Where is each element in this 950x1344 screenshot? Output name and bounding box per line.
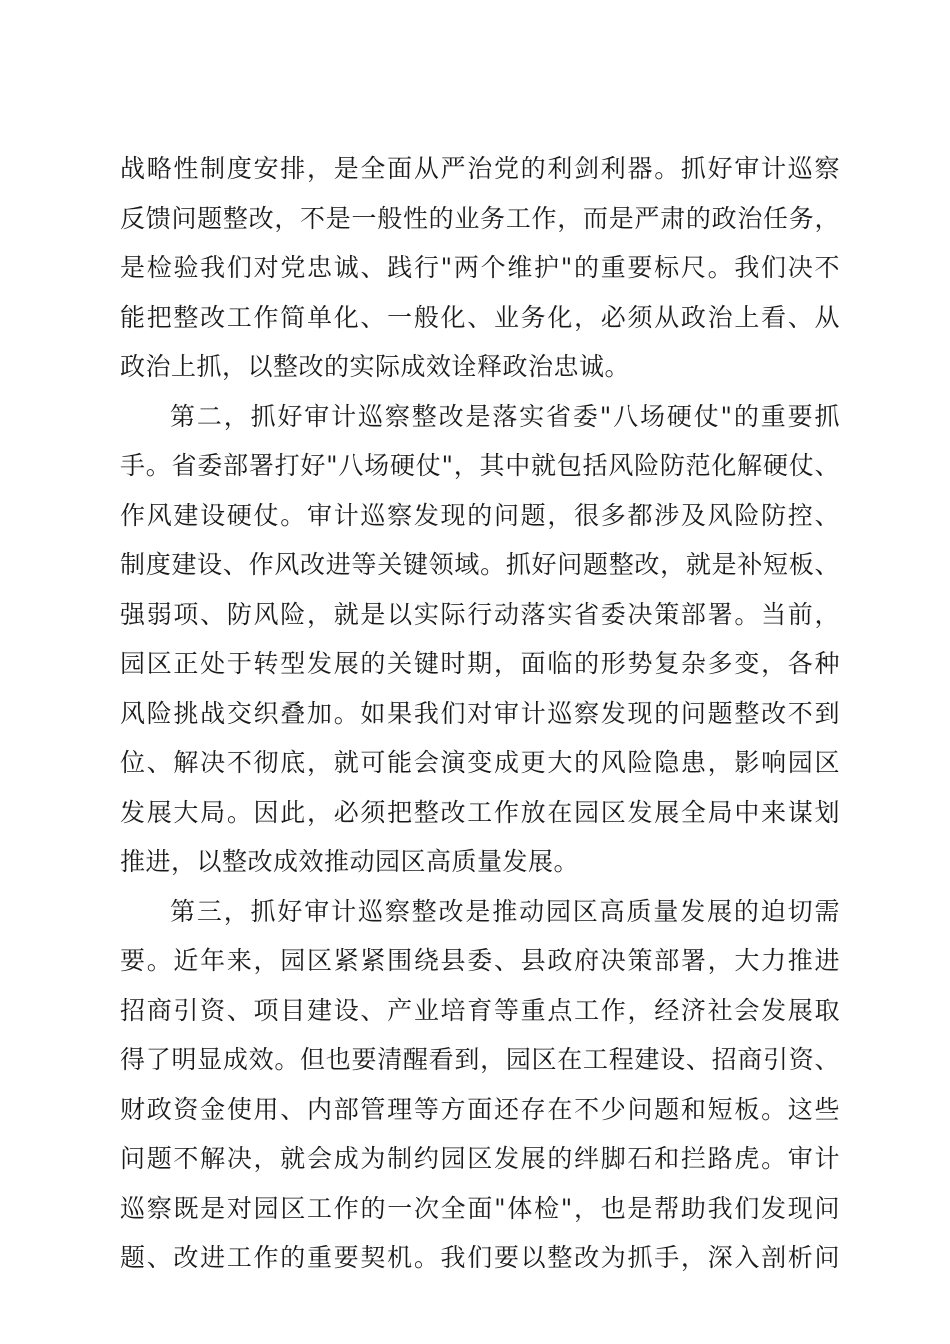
- paragraph-heading-line: 第三，抓好审计巡察整改是推动园区高质量发展的迫切需: [170, 896, 840, 926]
- text-line: 招商引资、项目建设、产业培育等重点工作，经济社会发展取: [120, 995, 840, 1025]
- paragraph-heading-line: 第二，抓好审计巡察整改是落实省委"八场硬仗"的重要抓: [170, 401, 840, 431]
- text-line: 制度建设、作风改进等关键领域。抓好问题整改，就是补短板、: [120, 550, 840, 579]
- text-line: 发展大局。因此，必须把整改工作放在园区发展全局中来谋划: [120, 797, 840, 827]
- text-line: 战略性制度安排，是全面从严治党的利剑利器。抓好审计巡察: [120, 154, 840, 183]
- text-line: 政治上抓，以整改的实际成效诠释政治忠诚。: [120, 352, 631, 381]
- text-line: 能把整改工作简单化、一般化、业务化，必须从政治上看、从: [120, 302, 840, 332]
- document-body: [120, 144, 840, 1283]
- text-line: 问题不解决，就会成为制约园区发展的绊脚石和拦路虎。审计: [120, 1144, 840, 1173]
- text-line: 位、解决不彻底，就可能会演变成更大的风险隐患，影响园区: [120, 748, 840, 777]
- text-line: 推进，以整改成效推动园区高质量发展。: [120, 847, 580, 876]
- text-line: 作风建设硬仗。审计巡察发现的问题，很多都涉及风险防控、: [120, 500, 840, 530]
- text-line: 巡察既是对园区工作的一次全面"体检"，也是帮助我们发现问: [120, 1193, 840, 1223]
- text-line: 题、改进工作的重要契机。我们要以整改为抓手，深入剖析问: [120, 1243, 840, 1272]
- text-line: 反馈问题整改，不是一般性的业务工作，而是严肃的政治任务，: [120, 203, 840, 233]
- text-line: 是检验我们对党忠诚、践行"两个维护"的重要标尺。我们决不: [120, 253, 840, 282]
- text-line: 园区正处于转型发展的关键时期，面临的形势复杂多变，各种: [120, 649, 840, 678]
- text-line: 要。近年来，园区紧紧围绕县委、县政府决策部署，大力推进: [120, 946, 840, 975]
- text-line: 强弱项、防风险，就是以实际行动落实省委决策部署。当前，: [120, 599, 840, 629]
- text-line: 风险挑战交织叠加。如果我们对审计巡察发现的问题整改不到: [120, 698, 840, 728]
- text-line: 手。省委部署打好"八场硬仗"，其中就包括风险防范化解硬仗、: [120, 451, 840, 480]
- text-line: 财政资金使用、内部管理等方面还存在不少问题和短板。这些: [120, 1094, 840, 1124]
- text-line: 得了明显成效。但也要清醒看到，园区在工程建设、招商引资、: [120, 1045, 840, 1074]
